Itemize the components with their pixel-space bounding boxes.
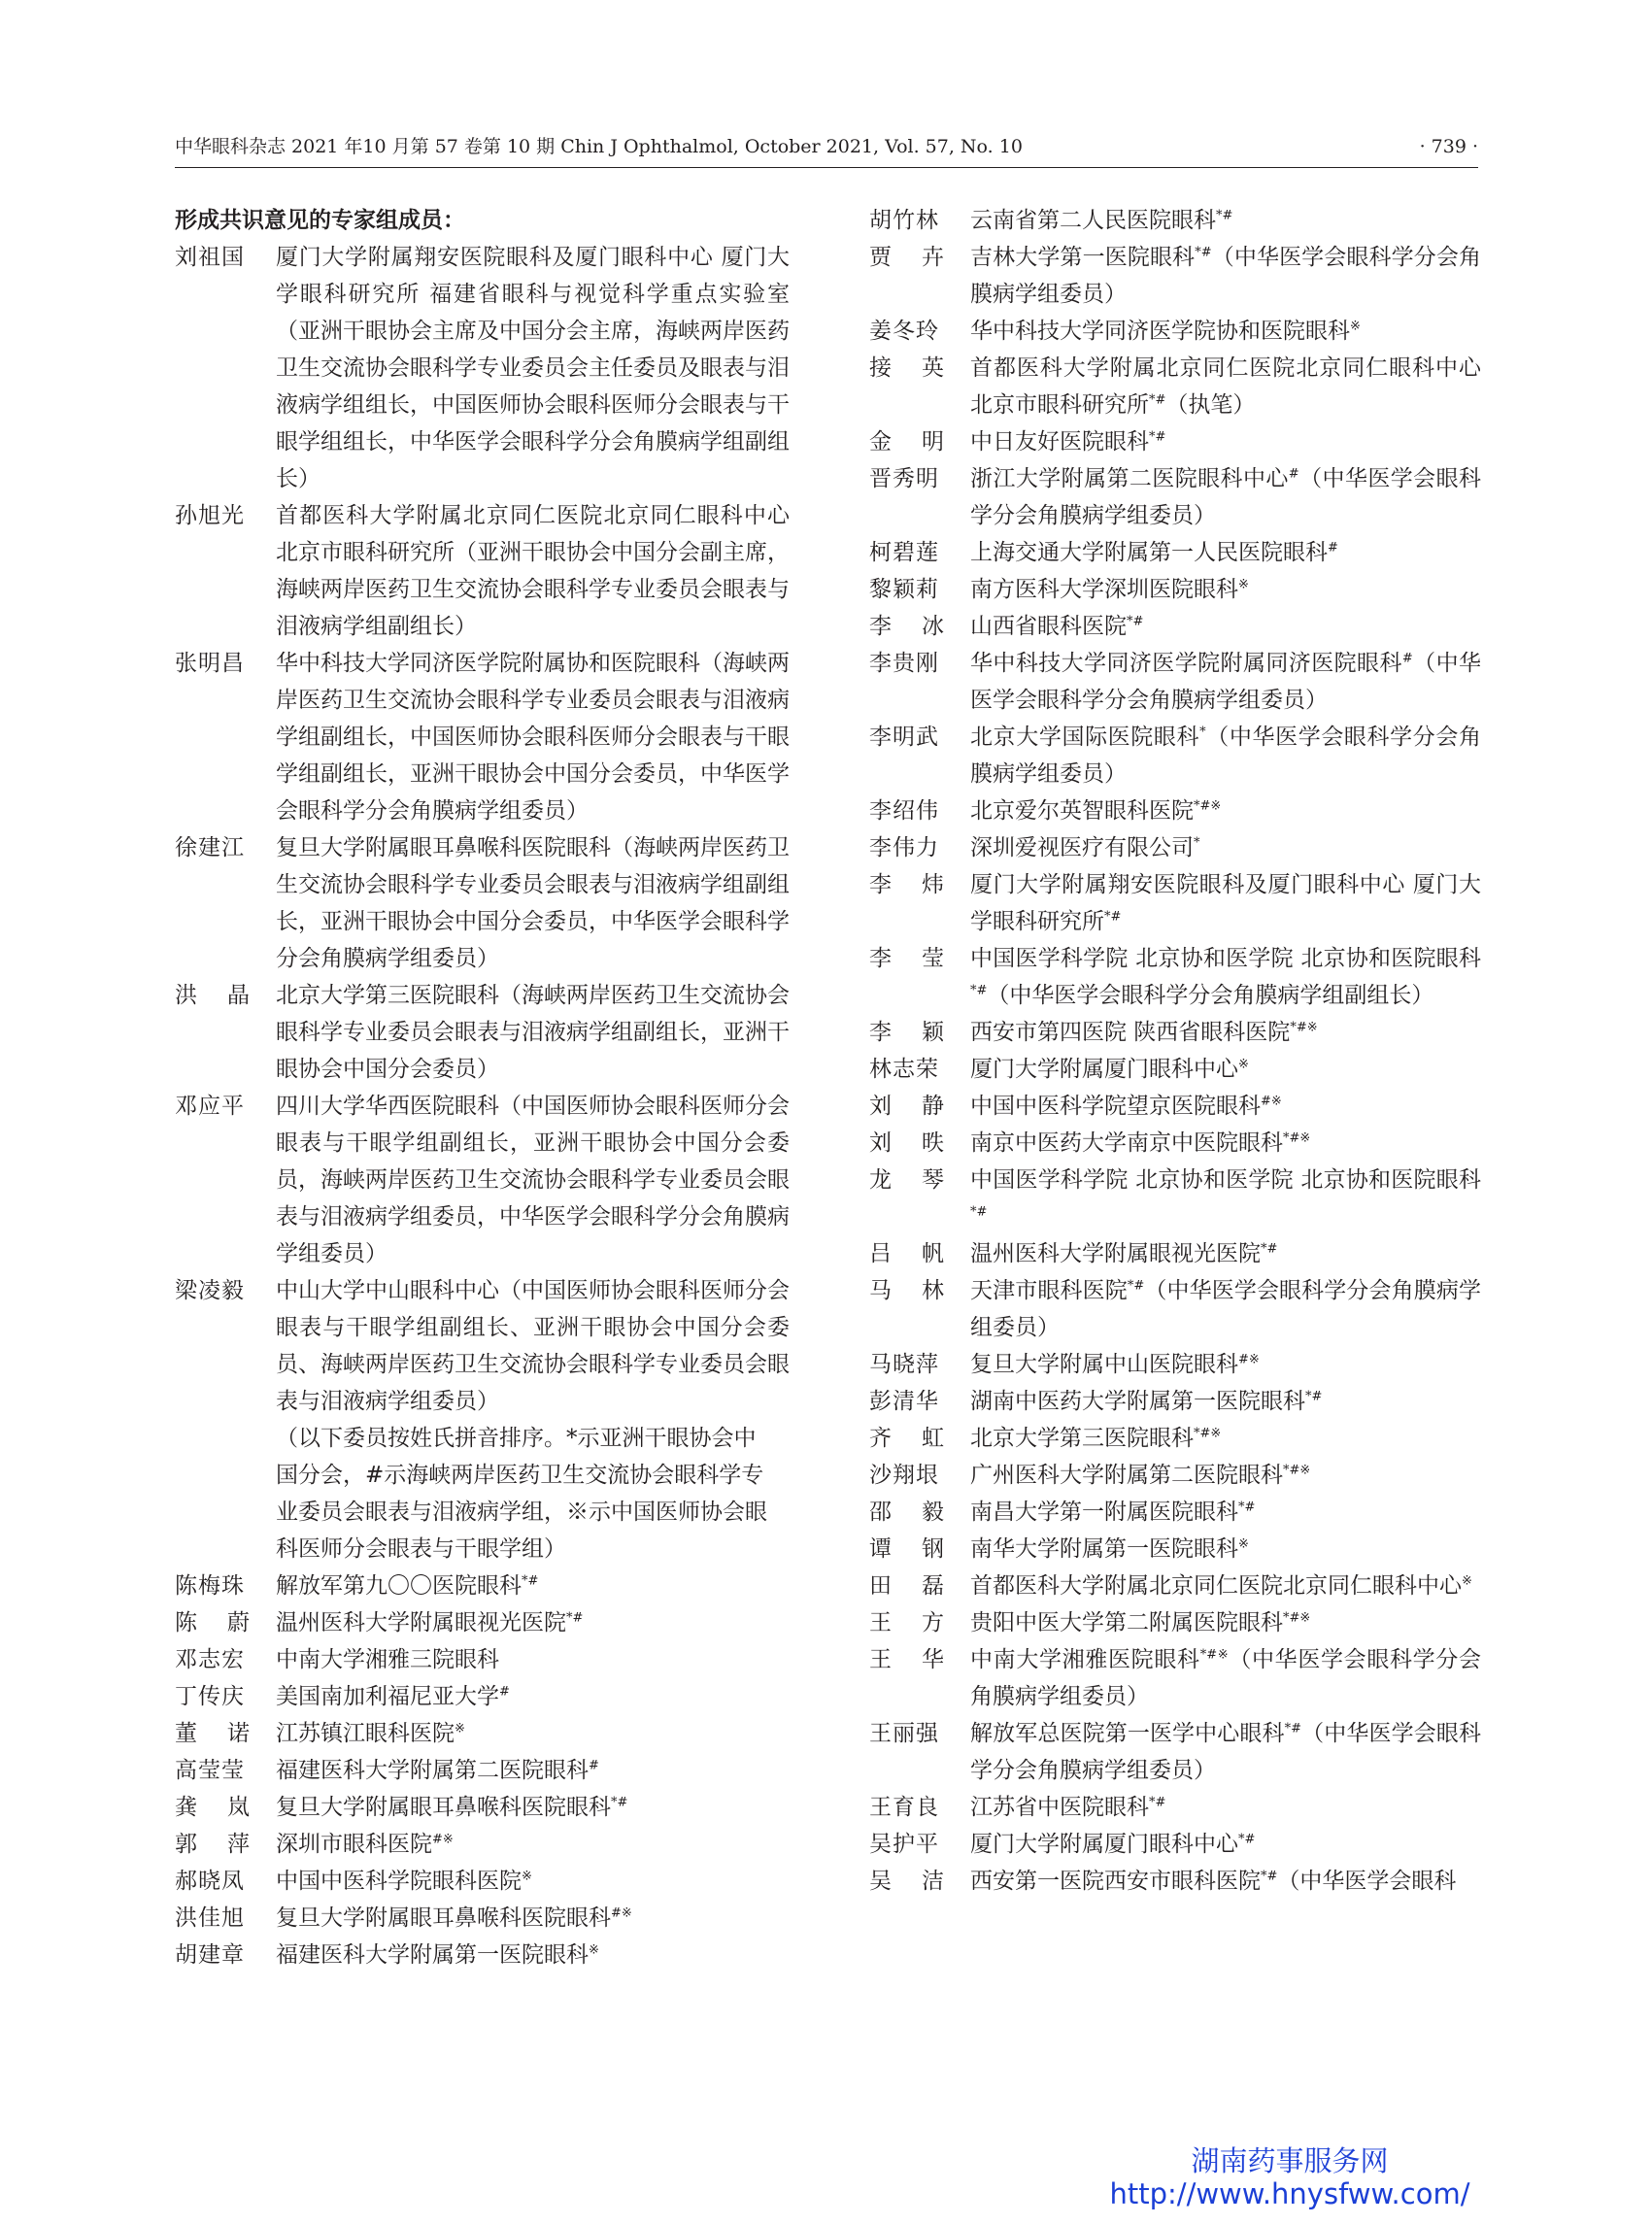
journal-citation: 中华眼科杂志 2021 年10 月第 57 卷第 10 期 Chin J Ophthalmol, October 2021, Vol. 57, No. 10 (175, 136, 1023, 157)
member-name: 接英 (869, 355, 945, 381)
member-affiliation (970, 1641, 1481, 1715)
member-affiliation (970, 239, 1481, 313)
member-entry (869, 792, 1481, 829)
member-affiliation (970, 1162, 1481, 1235)
affiliation-text: 深圳市眼科医院 (276, 1832, 432, 1857)
member-name: 吴护平 (869, 1832, 939, 1857)
member-affiliation (276, 1900, 790, 1937)
member-affiliation (970, 792, 1481, 829)
member-list-leaders (175, 239, 790, 1420)
group-marker: *#※ (1283, 1130, 1311, 1146)
group-marker: *# (1216, 208, 1233, 223)
member-name: 郭萍 (175, 1832, 251, 1857)
group-marker: ※ (455, 1721, 465, 1736)
member-affiliation (276, 977, 790, 1088)
group-marker: *#※ (1199, 1647, 1230, 1663)
member-affiliation (970, 202, 1481, 239)
member-name: 马晓萍 (869, 1352, 939, 1377)
member-entry (869, 1014, 1481, 1051)
right-column (869, 202, 1481, 1900)
member-entry (869, 1088, 1481, 1125)
member-affiliation (970, 866, 1481, 940)
member-name: 黎颖莉 (869, 577, 939, 602)
member-entry (175, 977, 790, 1088)
affiliation-text: 中国中医科学院望京医院眼科 (970, 1094, 1261, 1119)
member-affiliation (970, 350, 1481, 423)
note-line: 业委员会眼表与泪液病学组，※示中国医师协会眼 (276, 1500, 767, 1525)
member-affiliation (970, 534, 1481, 571)
affiliation-text: 福建医科大学附属第一医院眼科 (276, 1942, 589, 1968)
member-entry (869, 1125, 1481, 1162)
member-name: 洪晶 (175, 983, 251, 1008)
group-marker: # (1288, 466, 1299, 482)
member-name: 李炜 (869, 872, 945, 897)
member-name: 吴洁 (869, 1869, 945, 1894)
member-entry (175, 239, 790, 497)
affiliation-text: 厦门大学附属厦门眼科中心 (970, 1832, 1238, 1857)
member-affiliation (970, 645, 1481, 719)
member-affiliation (970, 1051, 1481, 1088)
affiliation-role: （中华医学会眼科 (1277, 1869, 1457, 1894)
member-name: 徐建江 (175, 835, 245, 860)
affiliation-text: 西安市第四医院 陕西省眼科医院 (970, 1020, 1291, 1045)
affiliation-text: 西安第一医院西安市眼科医院 (970, 1869, 1261, 1894)
affiliation-text: 湖南中医药大学附属第一医院眼科 (970, 1389, 1305, 1414)
group-marker: *#※ (1194, 798, 1222, 814)
member-name: 陈蔚 (175, 1610, 251, 1635)
member-name: 李颖 (869, 1020, 945, 1045)
member-name: 李冰 (869, 614, 945, 639)
member-affiliation (970, 1494, 1481, 1531)
affiliation-text: 深圳爱视医疗有限公司 (970, 835, 1194, 860)
group-marker: ※ (1462, 1573, 1472, 1589)
group-marker: *# (1149, 392, 1166, 408)
affiliation-role: （中华医学会眼科学分会角膜病学组委员） (970, 1647, 1481, 1709)
member-entry (175, 1715, 790, 1752)
member-name: 林志荣 (869, 1057, 939, 1082)
affiliation-text: 南昌大学第一附属医院眼科 (970, 1500, 1238, 1525)
member-affiliation (970, 313, 1481, 350)
member-list-continued (869, 202, 1481, 1900)
member-affiliation (970, 829, 1481, 866)
left-column (175, 202, 790, 1973)
group-marker: *#※ (1283, 1610, 1311, 1626)
group-marker: # (1328, 540, 1338, 556)
member-entry (869, 829, 1481, 866)
member-entry (869, 608, 1481, 645)
affiliation-text: 中国中医科学院眼科医院 (276, 1869, 522, 1894)
member-name: 孙旭光 (175, 503, 245, 528)
affiliation-text: 北京大学国际医院眼科 (970, 725, 1200, 750)
member-affiliation (970, 1789, 1481, 1826)
group-marker: *# (611, 1795, 628, 1810)
member-affiliation (276, 239, 790, 497)
member-affiliation (276, 645, 790, 829)
member-entry (175, 1604, 790, 1641)
affiliation-text: 南京中医药大学南京中医院眼科 (970, 1130, 1283, 1156)
member-name: 贾卉 (869, 245, 945, 270)
member-name: 陈梅珠 (175, 1573, 245, 1599)
member-name: 刘静 (869, 1094, 945, 1119)
member-affiliation (970, 1568, 1481, 1604)
member-entry (869, 239, 1481, 313)
member-entry (175, 829, 790, 977)
affiliation-text: 贵阳中医大学第二附属医院眼科 (970, 1610, 1283, 1635)
member-affiliation (276, 1789, 790, 1826)
member-entry (869, 1051, 1481, 1088)
affiliation-text: 南方医科大学深圳医院眼科 (970, 577, 1238, 602)
member-entry (869, 1420, 1481, 1457)
member-entry (869, 719, 1481, 792)
affiliation-text: 厦门大学附属翔安医院眼科及厦门眼科中心 厦门大学眼科研究所 福建省眼科与视觉科学重点实验室（亚洲干眼协会主席及中国分会主席，海峡两岸医药卫生交流协会眼科学专业委员会主任委员及眼表与泪液病学组组长，中国医师协会眼科医师分会眼表与干眼学组组长，中华医学会眼科学分会角膜病学组副组长） (276, 245, 790, 491)
affiliation-role: （中华医学会眼科学分会角膜病学组委员） (970, 245, 1482, 307)
affiliation-text: 首都医科大学附属北京同仁医院北京同仁眼科中心 (970, 1573, 1462, 1599)
member-name: 董诺 (175, 1721, 251, 1746)
affiliation-text: 江苏省中医院眼科 (970, 1795, 1149, 1820)
member-name: 胡建章 (175, 1942, 245, 1968)
member-affiliation (276, 1272, 790, 1420)
member-entry (869, 1162, 1481, 1235)
member-name: 王华 (869, 1647, 945, 1672)
affiliation-text: 福建医科大学附属第二医院眼科 (276, 1758, 589, 1783)
member-affiliation (970, 460, 1481, 534)
group-marker: *# (1261, 1869, 1278, 1884)
group-marker: * (1199, 725, 1206, 740)
member-entry (869, 1272, 1481, 1346)
group-marker: *# (566, 1610, 584, 1626)
member-entry (869, 866, 1481, 940)
affiliation-text: 首都医科大学附属北京同仁医院北京同仁眼科中心 北京市眼科研究所（亚洲干眼协会中国分会副主席，海峡两岸医药卫生交流协会眼科学专业委员会眼表与泪液病学组副组长） (276, 503, 790, 639)
member-affiliation (276, 1826, 790, 1863)
affiliation-text: 中国医学科学院 北京协和医学院 北京协和医院眼科 (970, 946, 1481, 971)
member-affiliation (970, 1826, 1481, 1863)
member-affiliation (970, 719, 1481, 792)
group-marker: ※ (1238, 1536, 1249, 1552)
member-entry (869, 1531, 1481, 1568)
member-name: 高莹莹 (175, 1758, 245, 1783)
group-marker: #※ (611, 1905, 632, 1921)
affiliation-role: （中华医学会眼科学分会角膜病学组委员） (970, 1721, 1482, 1783)
affiliation-text: 美国南加利福尼亚大学 (276, 1684, 499, 1709)
affiliation-text: 温州医科大学附属眼视光医院 (276, 1610, 566, 1635)
group-marker: # (499, 1684, 510, 1700)
member-entry (175, 1678, 790, 1715)
affiliation-text: 中山大学中山眼科中心（中国医师协会眼科医师分会眼表与干眼学组副组长、亚洲干眼协会中国分会委员、海峡两岸医药卫生交流协会眼科学专业委员会眼表与泪液病学组委员） (276, 1278, 790, 1414)
affiliation-text: 解放军总医院第一医学中心眼科 (970, 1721, 1285, 1746)
affiliation-text: 北京大学第三医院眼科（海峡两岸医药卫生交流协会眼科学专业委员会眼表与泪液病学组副组长，亚洲干眼协会中国分会委员） (276, 983, 790, 1082)
ordering-note (175, 1420, 790, 1568)
member-affiliation (276, 1678, 790, 1715)
member-entry (869, 460, 1481, 534)
member-affiliation (970, 571, 1481, 608)
affiliation-text: 华中科技大学同济医学院附属同济医院眼科 (970, 651, 1402, 676)
affiliation-text: 天津市眼科医院 (970, 1278, 1128, 1303)
member-entry (869, 1235, 1481, 1272)
member-entry (869, 1494, 1481, 1531)
member-name: 齐虹 (869, 1426, 945, 1451)
member-affiliation (276, 1937, 790, 1973)
member-name: 吕帆 (869, 1241, 945, 1266)
member-entry (869, 1383, 1481, 1420)
member-entry (175, 1789, 790, 1826)
member-entry (175, 1568, 790, 1604)
member-list-alphabetical (175, 1568, 790, 1973)
affiliation-text: 云南省第二人民医院眼科 (970, 208, 1216, 233)
member-affiliation (276, 1604, 790, 1641)
member-affiliation (276, 1863, 790, 1900)
group-marker: *# (1195, 245, 1212, 260)
affiliation-role: （中华医学会眼科学分会角膜病学组副组长） (987, 983, 1434, 1008)
member-affiliation (970, 1604, 1481, 1641)
member-name: 李伟力 (869, 835, 939, 860)
group-marker: * (1194, 835, 1200, 851)
group-marker: ※ (589, 1942, 599, 1958)
affiliation-text: 北京爱尔英智眼科医院 (970, 798, 1194, 824)
member-name: 谭钢 (869, 1536, 945, 1562)
group-marker: *# (522, 1573, 539, 1589)
watermark-site-name: 湖南药事服务网 (1191, 2144, 1389, 2177)
affiliation-text: 华中科技大学同济医学院附属协和医院眼科（海峡两岸医药卫生交流协会眼科学专业委员会眼表与泪液病学组副组长，中国医师协会眼科医师分会眼表与干眼学组副组长，亚洲干眼协会中国分会委员，中华医学会眼科学分会角膜病学组委员） (276, 651, 790, 824)
group-marker: ※ (522, 1869, 532, 1884)
affiliation-text: 复旦大学附属眼耳鼻喉科医院眼科（海峡两岸医药卫生交流协会眼科学专业委员会眼表与泪液病学组副组长，亚洲干眼协会中国分会委员，中华医学会眼科学分会角膜病学组委员） (276, 835, 790, 971)
member-name: 王育良 (869, 1795, 939, 1820)
affiliation-text: 中国医学科学院 北京协和医学院 北京协和医院眼科 (970, 1167, 1481, 1193)
member-affiliation (970, 1863, 1481, 1900)
affiliation-text: 复旦大学附属眼耳鼻喉科医院眼科 (276, 1905, 611, 1931)
member-name: 晋秀明 (869, 466, 939, 491)
member-name: 王丽强 (869, 1721, 939, 1746)
note-line: 科医师分会眼表与干眼学组） (276, 1536, 566, 1562)
member-entry (175, 1752, 790, 1789)
affiliation-text: 厦门大学附属厦门眼科中心 (970, 1057, 1238, 1082)
member-affiliation (970, 940, 1481, 1014)
affiliation-text: 中南大学湘雅三院眼科 (276, 1647, 499, 1672)
member-entry (869, 1604, 1481, 1641)
group-marker: *# (970, 1204, 988, 1220)
affiliation-text: 吉林大学第一医院眼科 (970, 245, 1196, 270)
member-entry (869, 1826, 1481, 1863)
group-marker: ※ (1238, 577, 1249, 592)
member-name: 张明昌 (175, 651, 245, 676)
member-entry (869, 571, 1481, 608)
member-entry (869, 1863, 1481, 1900)
member-name: 姜冬玲 (869, 319, 939, 344)
member-entry (869, 313, 1481, 350)
member-entry (175, 1826, 790, 1863)
member-entry (869, 202, 1481, 239)
member-name: 李莹 (869, 946, 945, 971)
member-entry (869, 1641, 1481, 1715)
member-entry (175, 645, 790, 829)
member-affiliation (970, 423, 1481, 460)
member-name: 刘祖国 (175, 245, 245, 270)
affiliation-text: 北京大学第三医院眼科 (970, 1426, 1194, 1451)
member-name: 邓应平 (175, 1094, 245, 1119)
member-affiliation (970, 608, 1481, 645)
group-marker: *# (1238, 1832, 1256, 1847)
group-marker: *# (1127, 614, 1144, 629)
affiliation-text: 山西省眼科医院 (970, 614, 1127, 639)
member-entry (175, 1900, 790, 1937)
group-marker: ※ (1350, 319, 1361, 334)
affiliation-text: 复旦大学附属眼耳鼻喉科医院眼科 (276, 1795, 611, 1820)
member-affiliation (970, 1125, 1481, 1162)
affiliation-text: 复旦大学附属中山医院眼科 (970, 1352, 1238, 1377)
group-marker: *# (1284, 1721, 1302, 1736)
affiliation-text: 厦门大学附属翔安医院眼科及厦门眼科中心 厦门大学眼科研究所 (970, 872, 1481, 934)
member-name: 龚岚 (175, 1795, 251, 1820)
member-affiliation (276, 829, 790, 977)
site-watermark (1096, 2144, 1484, 2210)
member-entry (869, 1346, 1481, 1383)
group-marker: #※ (432, 1832, 454, 1847)
member-affiliation (970, 1272, 1481, 1346)
member-entry (869, 940, 1481, 1014)
note-line: （以下委员按姓氏拼音排序。*示亚洲干眼协会中 (276, 1426, 757, 1451)
group-marker: *# (1238, 1500, 1256, 1515)
member-name: 龙琴 (869, 1167, 945, 1193)
member-entry (869, 1568, 1481, 1604)
group-marker: ※ (1238, 1057, 1249, 1072)
member-affiliation (276, 1715, 790, 1752)
running-header (175, 132, 1478, 168)
member-name: 王方 (869, 1610, 945, 1635)
member-entry (869, 423, 1481, 460)
member-entry (869, 645, 1481, 719)
affiliation-text: 南华大学附属第一医院眼科 (970, 1536, 1238, 1562)
affiliation-text: 解放军第九〇〇医院眼科 (276, 1573, 522, 1599)
member-entry (869, 1789, 1481, 1826)
group-marker: # (589, 1758, 599, 1773)
member-name: 刘昳 (869, 1130, 945, 1156)
member-affiliation (970, 1346, 1481, 1383)
member-entry (175, 1937, 790, 1973)
member-affiliation (276, 1568, 790, 1604)
section-title: 形成共识意见的专家组成员： (175, 207, 465, 233)
watermark-url: http://www.hnysfww.com/ (1109, 2177, 1470, 2210)
member-name: 李贵刚 (869, 651, 939, 676)
affiliation-text: 四川大学华西医院眼科（中国医师协会眼科医师分会眼表与干眼学组副组长，亚洲干眼协会中国分会委员，海峡两岸医药卫生交流协会眼科学专业委员会眼表与泪液病学组委员，中华医学会眼科学分会角膜病学组委员） (276, 1094, 790, 1266)
group-marker: *#※ (1290, 1020, 1318, 1035)
member-affiliation (276, 497, 790, 645)
member-entry (175, 1088, 790, 1272)
page-number: · 739 · (1419, 136, 1478, 157)
member-name: 丁传庆 (175, 1684, 245, 1709)
member-entry (869, 1457, 1481, 1494)
member-name: 彭清华 (869, 1389, 939, 1414)
affiliation-role: （中华医学会眼科学分会角膜病学组委员） (970, 466, 1482, 528)
group-marker: *#※ (1194, 1426, 1222, 1441)
member-affiliation (276, 1752, 790, 1789)
member-name: 李明武 (869, 725, 939, 750)
affiliation-text: 广州医科大学附属第二医院眼科 (970, 1463, 1283, 1488)
group-marker: *# (1261, 1241, 1278, 1257)
affiliation-role: （执笔） (1165, 392, 1256, 418)
member-name: 李绍伟 (869, 798, 939, 824)
group-marker: *# (1127, 1278, 1145, 1294)
group-marker: *#※ (1283, 1463, 1311, 1478)
member-affiliation (970, 1088, 1481, 1125)
group-marker: *# (1104, 909, 1122, 925)
group-marker: #※ (1261, 1094, 1282, 1109)
member-name: 洪佳旭 (175, 1905, 245, 1931)
member-name: 金明 (869, 429, 945, 455)
member-name: 郝晓凤 (175, 1869, 245, 1894)
affiliation-text: 中南大学湘雅医院眼科 (970, 1647, 1200, 1672)
affiliation-text: 浙江大学附属第二医院眼科中心 (970, 466, 1289, 491)
member-affiliation (970, 1420, 1481, 1457)
member-affiliation (970, 1014, 1481, 1051)
affiliation-role: （中华医学会眼科学分会角膜病学组委员） (970, 1278, 1482, 1340)
affiliation-text: 华中科技大学同济医学院协和医院眼科 (970, 319, 1350, 344)
group-marker: # (1401, 651, 1413, 666)
member-name: 沙翔垠 (869, 1463, 939, 1488)
member-entry (175, 1863, 790, 1900)
member-name: 邵毅 (869, 1500, 945, 1525)
member-entry (869, 1715, 1481, 1789)
affiliation-text: 上海交通大学附属第一人民医院眼科 (970, 540, 1328, 565)
note-line: 国分会，#示海峡两岸医药卫生交流协会眼科学专 (276, 1463, 764, 1488)
member-entry (869, 350, 1481, 423)
member-affiliation (276, 1088, 790, 1272)
affiliation-text: 首都医科大学附属北京同仁医院北京同仁眼科中心 北京市眼科研究所 (970, 355, 1481, 418)
member-name: 梁凌毅 (175, 1278, 245, 1303)
member-entry (175, 1641, 790, 1678)
member-entry (869, 534, 1481, 571)
member-entry (175, 497, 790, 645)
member-affiliation (970, 1383, 1481, 1420)
member-name: 马林 (869, 1278, 945, 1303)
affiliation-role: （中华医学会眼科学分会角膜病学组委员） (970, 651, 1482, 713)
group-marker: *# (1149, 429, 1166, 445)
member-name: 柯碧莲 (869, 540, 939, 565)
affiliation-role: （中华医学会眼科学分会角膜病学组委员） (970, 725, 1482, 787)
member-name: 田磊 (869, 1573, 945, 1599)
affiliation-text: 中日友好医院眼科 (970, 429, 1149, 455)
member-affiliation (276, 1641, 790, 1678)
group-marker: *# (1149, 1795, 1166, 1810)
group-marker: *# (1305, 1389, 1323, 1404)
member-affiliation (970, 1531, 1481, 1568)
member-affiliation (970, 1715, 1481, 1789)
group-marker: *# (970, 983, 988, 998)
member-entry (175, 1272, 790, 1420)
member-name: 邓志宏 (175, 1647, 245, 1672)
group-marker: #※ (1238, 1352, 1260, 1367)
member-name: 胡竹林 (869, 208, 939, 233)
member-affiliation (970, 1457, 1481, 1494)
affiliation-text: 温州医科大学附属眼视光医院 (970, 1241, 1261, 1266)
affiliation-text: 江苏镇江眼科医院 (276, 1721, 455, 1746)
member-affiliation (970, 1235, 1481, 1272)
